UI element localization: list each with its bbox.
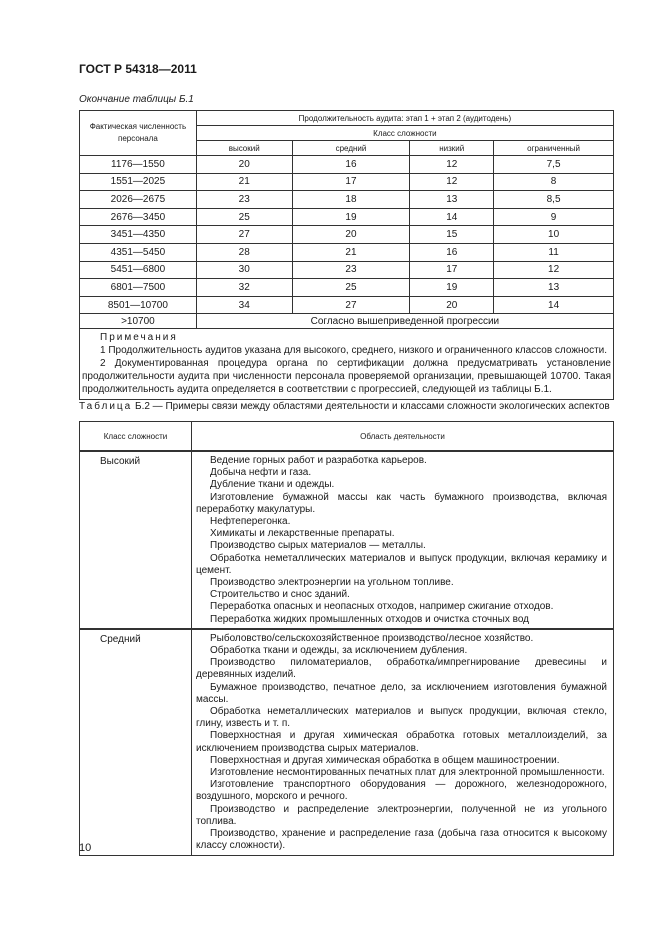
class-column-header: Класс сложности <box>80 422 192 452</box>
activity-item: Обработка ткани и одежды, за исключением дубления. <box>210 645 468 657</box>
duration-cell: 12 <box>410 173 494 191</box>
table1-caption: Окончание таблицы Б.1 <box>79 94 194 105</box>
audit-duration-table <box>79 110 614 400</box>
last-row-range: >10700 <box>80 314 197 329</box>
personnel-range-cell: 4351—5450 <box>80 243 197 261</box>
table-row <box>80 629 614 855</box>
duration-cell: 28 <box>196 243 292 261</box>
table-row <box>80 208 614 226</box>
table2-caption <box>79 401 610 412</box>
activity-item: Переработка опасных и неопасных отходов, например сжигание отходов. <box>210 601 554 613</box>
last-row-text: Согласно вышеприведенной прогрессии <box>196 314 613 329</box>
activity-item: Нефтеперегонка. <box>210 516 291 528</box>
area-column-header: Область деятельности <box>192 422 614 452</box>
activity-item: Производство сырых материалов — металлы. <box>210 540 426 552</box>
duration-cell: 9 <box>494 208 614 226</box>
duration-cell: 21 <box>292 243 410 261</box>
personnel-range-cell: 1551—2025 <box>80 173 197 191</box>
activity-item: Обработка неметаллических материалов и выпуск продукции, включая стекло, глину, известь и т. п. <box>196 706 607 730</box>
table-notes <box>80 329 614 400</box>
table-row <box>80 296 614 314</box>
duration-cell: 17 <box>292 173 410 191</box>
personnel-range-cell: 2676—3450 <box>80 208 197 226</box>
activity-item: Изготовление транспортного оборудования — дорожного, железнодорожного, воздушного, морского и речного. <box>196 779 607 803</box>
duration-cell: 23 <box>292 261 410 279</box>
activity-item: Изготовление несмонтированных печатных плат для электронной промышленности. <box>210 767 605 779</box>
personnel-range-cell: 2026—2675 <box>80 191 197 209</box>
duration-cell: 20 <box>410 296 494 314</box>
activity-item: Обработка неметаллических материалов и выпуск продукции, включая керамику и цемент. <box>196 552 607 576</box>
standard-designation: ГОСТ Р 54318—2011 <box>79 62 197 76</box>
duration-cell: 8,5 <box>494 191 614 209</box>
activity-item: Поверхностная и другая химическая обработка готовых металлоизделий, за исключением производства сырых материалов. <box>196 730 607 754</box>
duration-cell: 16 <box>292 156 410 174</box>
activity-item: Поверхностная и другая химическая обработка в общем машиностроении. <box>210 754 560 766</box>
duration-cell: 27 <box>292 296 410 314</box>
table-row <box>80 226 614 244</box>
duration-cell: 17 <box>410 261 494 279</box>
duration-cell: 34 <box>196 296 292 314</box>
duration-cell: 27 <box>196 226 292 244</box>
duration-cell: 23 <box>196 191 292 209</box>
duration-cell: 15 <box>410 226 494 244</box>
personnel-range-cell: 6801—7500 <box>80 279 197 297</box>
duration-cell: 19 <box>410 279 494 297</box>
activity-item: Изготовление бумажной массы как часть бумажного производства, включая переработку макулатуры. <box>196 491 607 515</box>
activity-item: Химикаты и лекарственные препараты. <box>210 528 395 540</box>
duration-cell: 30 <box>196 261 292 279</box>
class-low-header: низкий <box>410 141 494 156</box>
activity-item: Добыча нефти и газа. <box>210 467 312 479</box>
class-high-header: высокий <box>196 141 292 156</box>
activity-item: Бумажное производство, печатное дело, за исключением изготовления бумажной массы. <box>196 681 607 705</box>
duration-cell: 8 <box>494 173 614 191</box>
duration-cell: 14 <box>494 296 614 314</box>
duration-cell: 7,5 <box>494 156 614 174</box>
activity-areas-cell <box>192 451 614 629</box>
personnel-range-cell: 5451—6800 <box>80 261 197 279</box>
duration-cell: 25 <box>196 208 292 226</box>
activity-item: Производство пиломатериалов, обработка/импрегнирование древесины и деревянных изделий. <box>196 657 607 681</box>
class-limited-header: ограниченный <box>494 141 614 156</box>
personnel-range-cell: 1176—1550 <box>80 156 197 174</box>
duration-cell: 11 <box>494 243 614 261</box>
activity-item: Рыболовство/сельскохозяйственное производство/лесное хозяйство. <box>210 632 534 644</box>
duration-cell: 20 <box>196 156 292 174</box>
duration-cell: 21 <box>196 173 292 191</box>
activity-item: Производство и распределение электроэнергии, полученной не из угольного топлива. <box>196 803 607 827</box>
duration-cell: 19 <box>292 208 410 226</box>
duration-cell: 20 <box>292 226 410 244</box>
complexity-class-header: Класс сложности <box>196 126 613 141</box>
duration-cell: 12 <box>494 261 614 279</box>
activity-item: Дубление ткани и одежды. <box>210 479 335 491</box>
table2-caption-label: Таблица <box>79 401 133 412</box>
note-2: 2 Документированная процедура органа по сертификации должна предусматривать установление продолжительности аудита при численности персонала проверяемой организации, превышающей 10700. Такая продолжительность аудита определяется в соответствии с прогрессией, следующей из таблицы Б.1. <box>82 358 611 396</box>
activity-item: Строительство и снос зданий. <box>210 589 350 601</box>
activity-item: Производство электроэнергии на угольном топливе. <box>210 577 454 589</box>
duration-cell: 14 <box>410 208 494 226</box>
duration-cell: 18 <box>292 191 410 209</box>
page-number: 10 <box>79 842 92 854</box>
note-1: 1 Продолжительность аудитов указана для высокого, среднего, низкого и ограниченного классов сложности. <box>100 345 608 357</box>
duration-cell: 10 <box>494 226 614 244</box>
activity-item: Производство, хранение и распределение газа (добыча газа относится к высокому классу сложности). <box>196 828 607 852</box>
duration-header: Продолжительность аудита: этап 1 + этап 2 (аудитодень) <box>196 111 613 126</box>
duration-cell: 16 <box>410 243 494 261</box>
table-row <box>80 156 614 174</box>
complexity-class-cell: Высокий <box>80 451 192 629</box>
duration-cell: 12 <box>410 156 494 174</box>
duration-cell: 13 <box>494 279 614 297</box>
table-row <box>80 173 614 191</box>
activity-class-table <box>79 421 614 856</box>
table-row <box>80 279 614 297</box>
activity-item: Ведение горных работ и разработка карьеров. <box>210 455 427 466</box>
table-row <box>80 451 614 629</box>
complexity-class-cell: Средний <box>80 629 192 855</box>
notes-title: Примечания <box>100 332 178 344</box>
personnel-header: Фактическая численность персонала <box>80 111 197 156</box>
activity-item: Переработка жидких промышленных отходов и очистка сточных вод <box>210 613 529 625</box>
table-row <box>80 261 614 279</box>
class-medium-header: средний <box>292 141 410 156</box>
table-row <box>80 191 614 209</box>
personnel-range-cell: 3451—4350 <box>80 226 197 244</box>
table2-caption-text: Б.2 — Примеры связи между областями деятельности и классами сложности экологических аспектов <box>135 401 610 412</box>
duration-cell: 25 <box>292 279 410 297</box>
duration-cell: 13 <box>410 191 494 209</box>
duration-cell: 32 <box>196 279 292 297</box>
activity-areas-cell <box>192 629 614 855</box>
personnel-range-cell: 8501—10700 <box>80 296 197 314</box>
table-row <box>80 243 614 261</box>
